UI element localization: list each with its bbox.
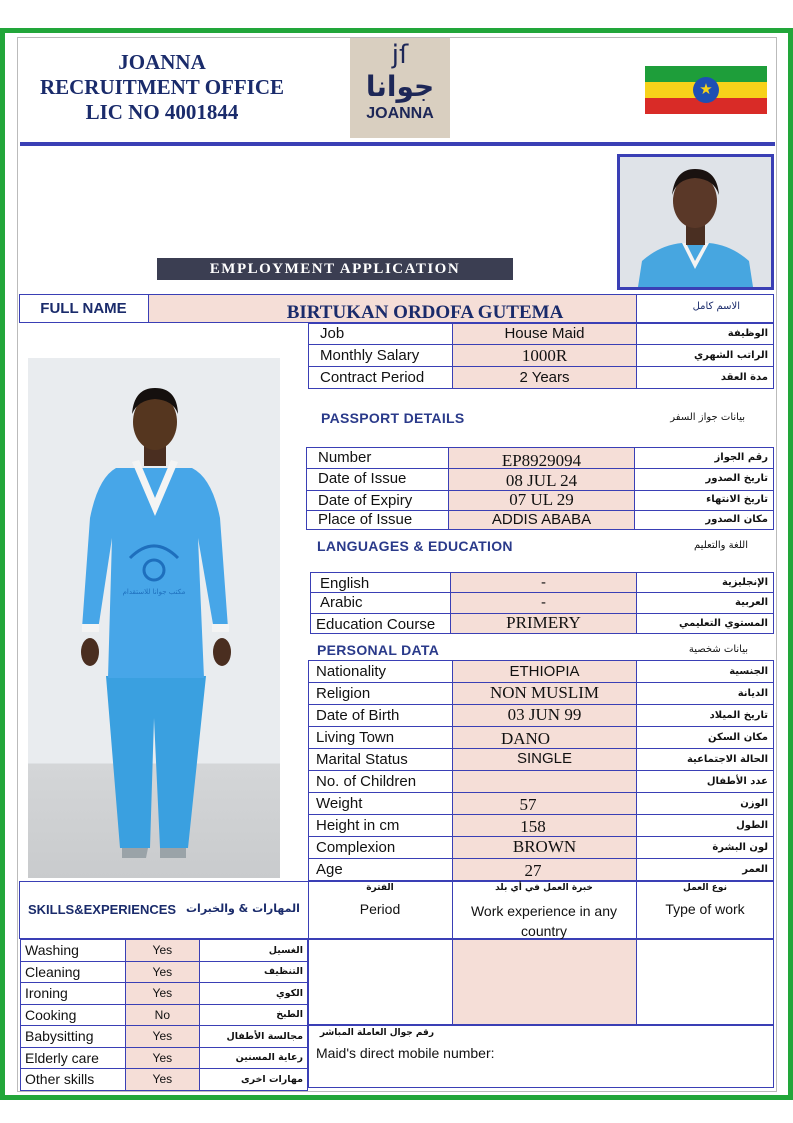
arabic-value: -	[541, 594, 546, 611]
place-of-issue-value: ADDIS ABABA	[491, 511, 592, 528]
skill-label: Washing	[21, 940, 126, 962]
place-of-issue-label: Place of Issue	[318, 511, 413, 528]
passport-number-label: Number	[318, 449, 372, 466]
languages-section-arabic: اللغة والتعليم	[694, 540, 748, 551]
mobile-label: Maid's direct mobile number:	[316, 1045, 495, 1061]
age-value: 27	[524, 861, 542, 880]
contract-label: Contract Period	[320, 369, 425, 386]
issue-date-arabic: تاريخ الصدور	[705, 473, 768, 484]
country-header: Work experience in any country	[470, 903, 618, 939]
job-value: House Maid	[504, 325, 585, 342]
mobile-arabic: رقم جوال العاملة المباشر	[319, 1028, 434, 1038]
nationality-value: ETHIOPIA	[509, 663, 580, 680]
skill-label: Babysitting	[21, 1026, 126, 1048]
employment-application-banner: EMPLOYMENT APPLICATION	[157, 258, 513, 280]
birth-date-arabic: تاريخ الميلاد	[709, 710, 768, 721]
type-header: Type of work	[665, 901, 745, 917]
nationality-label: Nationality	[316, 663, 387, 680]
office-subtitle: RECRUITMENT OFFICE	[39, 75, 285, 99]
skill-value: Yes	[125, 1026, 199, 1048]
skill-value: Yes	[125, 961, 199, 983]
ethiopia-flag-icon	[645, 66, 767, 114]
skill-label: Ironing	[21, 983, 126, 1005]
table-row	[21, 940, 308, 962]
religion-value: NON MUSLIM	[489, 683, 600, 702]
logo-mark-icon: jſ	[391, 40, 409, 70]
skills-section-title: SKILLS&EXPERIENCES	[28, 902, 177, 917]
religion-label: Religion	[316, 685, 371, 702]
languages-section-title: LANGUAGES & EDUCATION	[317, 538, 513, 554]
table-row	[21, 983, 308, 1005]
country-arabic: خبرة العمل في أي بلد	[495, 883, 593, 893]
passport-number-arabic: رقم الجواز	[714, 452, 768, 463]
children-arabic: عدد الأطفال	[706, 776, 768, 787]
star-emblem-icon: ★	[693, 77, 719, 103]
religion-arabic: الديانة	[737, 688, 768, 699]
full-name-value: BIRTUKAN ORDOFA GUTEMA	[286, 302, 564, 323]
height-arabic: الطول	[736, 820, 768, 831]
nationality-arabic: الجنسية	[729, 666, 768, 677]
skill-value: Yes	[125, 983, 199, 1005]
table-row	[21, 1069, 308, 1091]
passport-section-title: PASSPORT DETAILS	[321, 410, 465, 426]
full-name-arabic: الاسم كامل	[692, 301, 740, 312]
skill-arabic: الكوي	[199, 983, 307, 1005]
logo-text: JOANNA	[366, 105, 434, 122]
table-row	[21, 1004, 308, 1026]
expiry-date-arabic: تاريخ الانتهاء	[706, 494, 768, 505]
skill-value: Yes	[125, 1047, 199, 1069]
english-value: -	[541, 574, 546, 591]
salary-arabic: الراتب الشهري	[694, 350, 768, 361]
personal-section-title: PERSONAL DATA	[317, 642, 440, 658]
expiry-date-label: Date of Expiry	[318, 492, 413, 509]
issue-date-value: 08 JUL 24	[505, 471, 578, 490]
height-value: 158	[520, 817, 546, 836]
skill-arabic: الطبخ	[199, 1004, 307, 1026]
age-arabic: العمر	[742, 864, 768, 875]
skill-label: Cooking	[21, 1004, 126, 1026]
full-name-label: FULL NAME	[40, 300, 127, 317]
skill-label: Cleaning	[21, 961, 126, 983]
skill-value: Yes	[125, 940, 199, 962]
birth-date-value: 03 JUN 99	[507, 705, 582, 724]
height-label: Height in cm	[316, 817, 400, 834]
living-town-label: Living Town	[316, 729, 395, 746]
english-label: English	[320, 575, 370, 592]
full-body-photo	[28, 358, 280, 878]
passport-number-value: EP8929094	[501, 451, 582, 470]
education-value: PRIMERY	[506, 613, 581, 632]
weight-label: Weight	[316, 795, 363, 812]
salary-label: Monthly Salary	[320, 347, 420, 364]
passport-section-arabic: بيانات جواز السفر	[670, 412, 745, 423]
table-row	[21, 1026, 308, 1048]
issue-date-label: Date of Issue	[318, 470, 407, 487]
english-arabic: الإنجليزية	[721, 577, 768, 588]
complexion-label: Complexion	[316, 839, 396, 856]
skill-arabic: الغسيل	[199, 940, 307, 962]
joanna-logo	[350, 38, 450, 138]
skills-section-arabic: المهارات & والخبرات	[186, 902, 300, 915]
children-label: No. of Children	[316, 773, 417, 790]
skill-label: Elderly care	[21, 1047, 126, 1069]
skill-arabic: مهارات اخرى	[199, 1069, 307, 1091]
table-row	[21, 1047, 308, 1069]
marital-status-value: SINGLE	[516, 750, 573, 767]
skill-arabic: رعاية المسنين	[199, 1047, 307, 1069]
job-arabic: الوظيفة	[727, 328, 768, 339]
salary-value: 1000R	[521, 346, 568, 365]
contract-arabic: مدة العقد	[720, 372, 768, 383]
office-title	[22, 50, 302, 125]
contract-value: 2 Years	[519, 369, 570, 386]
passport-photo	[617, 154, 774, 290]
experience-country-cell	[453, 940, 636, 1024]
personal-section-arabic: بيانات شخصية	[688, 644, 748, 655]
arabic-label: Arabic	[320, 594, 363, 611]
marital-status-arabic: الحالة الاجتماعية	[686, 754, 768, 765]
skill-value: Yes	[125, 1069, 199, 1091]
arabic-arabic: العربية	[735, 597, 768, 608]
living-town-arabic: مكان السكن	[708, 732, 768, 743]
age-label: Age	[316, 861, 343, 878]
skill-value: No	[125, 1004, 199, 1026]
type-arabic: نوع العمل	[683, 883, 727, 893]
place-of-issue-arabic: مكان الصدور	[705, 514, 768, 525]
education-arabic: المستوي التعليمي	[679, 618, 768, 629]
header-rule	[20, 142, 775, 146]
uniform-logo-text: مكتب جوانا للاستقدام	[122, 588, 186, 596]
marital-status-label: Marital Status	[316, 751, 408, 768]
logo-arabic: جوانا	[365, 70, 435, 103]
skill-arabic: مجالسة الأطفال	[199, 1026, 307, 1048]
living-town-value: DANO	[500, 729, 551, 748]
table-row	[21, 961, 308, 983]
period-arabic: الفترة	[366, 883, 394, 893]
skill-label: Other skills	[21, 1069, 126, 1091]
weight-value: 57	[519, 795, 537, 814]
license-number: LIC NO 4001844	[85, 100, 239, 124]
period-header: Period	[359, 901, 401, 917]
weight-arabic: الوزن	[740, 798, 768, 809]
expiry-date-value: 07 UL 29	[509, 490, 574, 509]
job-label: Job	[320, 325, 345, 342]
office-name: JOANNA	[118, 50, 206, 74]
complexion-value: BROWN	[512, 837, 577, 856]
education-label: Education Course	[316, 616, 436, 633]
complexion-arabic: لون البشرة	[712, 842, 768, 853]
birth-date-label: Date of Birth	[316, 707, 400, 724]
skill-arabic: التنظيف	[199, 961, 307, 983]
skills-table	[20, 939, 308, 1091]
